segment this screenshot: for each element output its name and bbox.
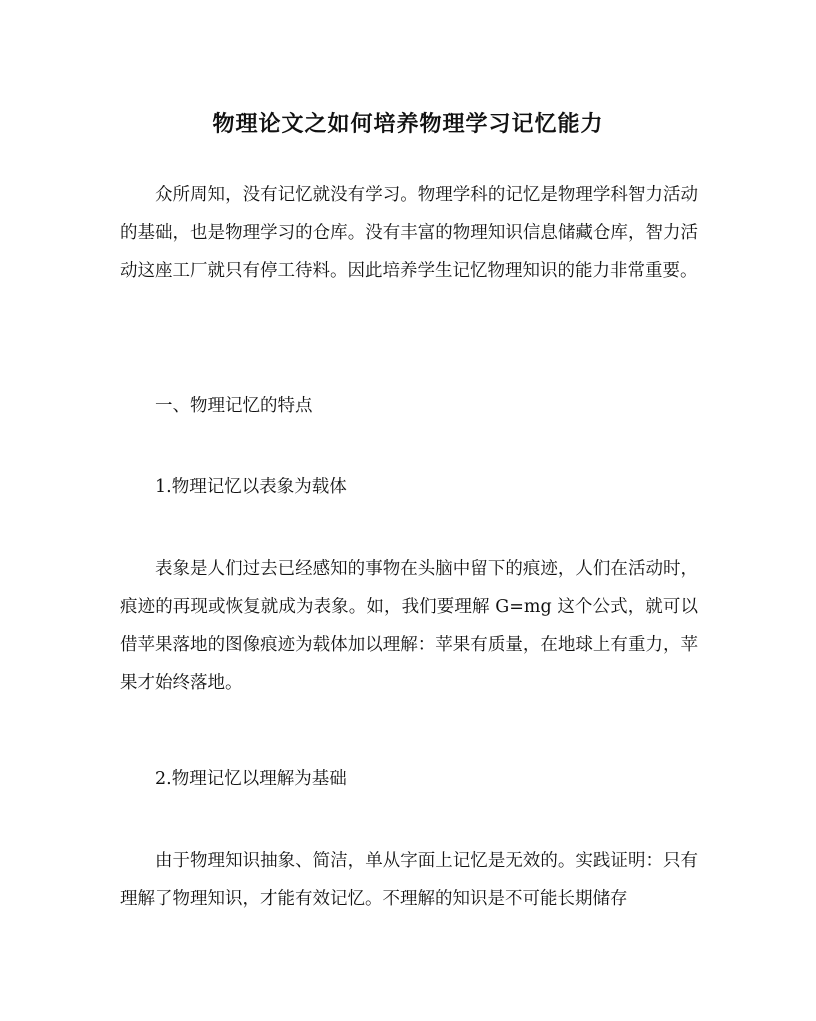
subsection-heading-2: 2.物理记忆以理解为基础: [155, 769, 347, 789]
document-title: 物理论文之如何培养物理学习记忆能力: [212, 111, 604, 137]
subsection-2-paragraph: 由于物理知识抽象、简洁，单从字面上记忆是无效的。实践证明：只有理解了物理知识，才能有效记忆。不理解的知识是不可能长期储存: [120, 851, 698, 909]
section-heading-features: 一、物理记忆的特点: [155, 396, 313, 416]
subsection-1-paragraph: 表象是人们过去已经感知的事物在头脑中留下的痕迹，人们在活动时，痕迹的再现或恢复就成为表象。如，我们要理解 G=mg 这个公式，就可以借苹果落地的图像痕迹为载体加以理解：苹果有质量，在地球上有重力，苹果才始终落地。: [120, 559, 698, 693]
intro-paragraph: 众所周知，没有记忆就没有学习。物理学科的记忆是物理学科智力活动的基础，也是物理学习的仓库。没有丰富的物理知识信息储藏仓库，智力活动这座工厂就只有停工待料。因此培养学生记忆物理知识的能力非常重要。: [120, 185, 698, 281]
subsection-heading-1: 1.物理记忆以表象为载体: [155, 477, 347, 497]
